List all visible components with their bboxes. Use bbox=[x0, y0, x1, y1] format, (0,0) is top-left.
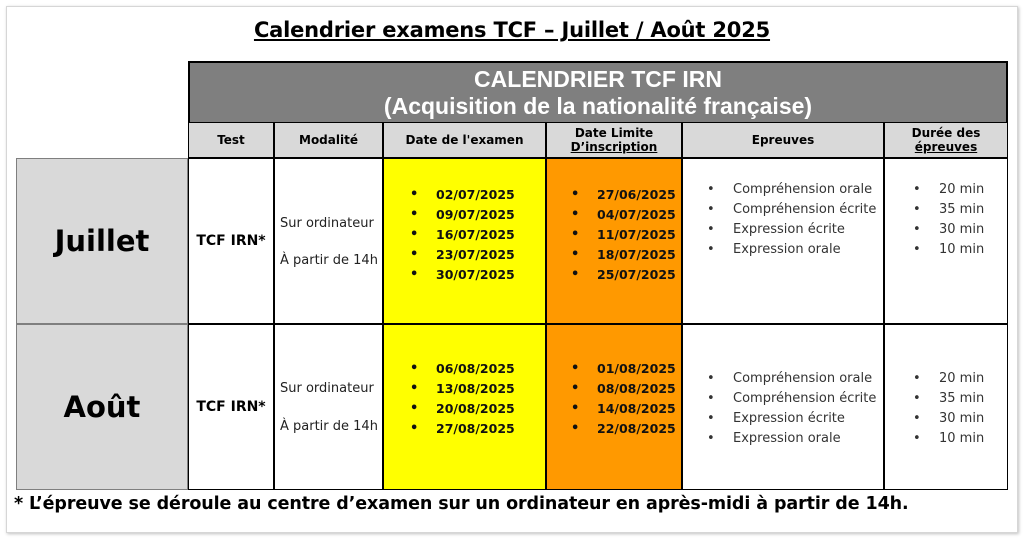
exam-dates-list bbox=[410, 185, 515, 285]
header-duree bbox=[884, 122, 1008, 158]
footnote: * L’épreuve se déroule au centre d’examen sur un ordinateur en après-midi à partir de 14h. bbox=[14, 494, 909, 514]
list-item: • 13/08/2025 bbox=[410, 379, 515, 399]
deadlines-cell bbox=[546, 158, 682, 324]
month-label-juillet: Juillet bbox=[16, 158, 188, 324]
banner-subtitle: (Acquisition de la nationalité française) bbox=[383, 93, 813, 119]
exam-dates-list bbox=[410, 359, 515, 439]
epreuves-list bbox=[707, 369, 876, 449]
modalite-cell bbox=[274, 158, 383, 324]
list-item: • Compréhension écrite bbox=[707, 389, 876, 409]
month-label-aout: Août bbox=[16, 324, 188, 490]
list-item: • 30 min bbox=[913, 220, 984, 240]
list-item: • 20/08/2025 bbox=[410, 399, 515, 419]
list-item: • 06/08/2025 bbox=[410, 359, 515, 379]
deadlines-list bbox=[571, 359, 676, 439]
list-item: • 20 min bbox=[913, 369, 984, 389]
list-item: • 02/07/2025 bbox=[410, 185, 515, 205]
list-item: • 08/08/2025 bbox=[571, 379, 676, 399]
list-item: • 14/08/2025 bbox=[571, 399, 676, 419]
header-test: Test bbox=[188, 122, 274, 158]
epreuves-cell bbox=[682, 324, 884, 490]
list-item: • 10 min bbox=[913, 429, 984, 449]
list-item: • 30/07/2025 bbox=[410, 265, 515, 285]
list-item: • 35 min bbox=[913, 389, 984, 409]
durees-list bbox=[913, 369, 984, 449]
page-title: Calendrier examens TCF – Juillet / Août 2025 bbox=[253, 18, 771, 42]
exam-dates-cell bbox=[383, 158, 546, 324]
list-item: • Expression écrite bbox=[707, 220, 876, 240]
test-name: TCF IRN* bbox=[188, 324, 274, 490]
list-item: • 23/07/2025 bbox=[410, 245, 515, 265]
list-item: • 16/07/2025 bbox=[410, 225, 515, 245]
modalite-line1: Sur ordinateur bbox=[280, 381, 374, 396]
header-modalite: Modalité bbox=[274, 122, 383, 158]
list-item: • 10 min bbox=[913, 240, 984, 260]
list-item: • 01/08/2025 bbox=[571, 359, 676, 379]
list-item: • Compréhension orale bbox=[707, 369, 876, 389]
list-item: • 11/07/2025 bbox=[571, 225, 676, 245]
list-item: • Compréhension écrite bbox=[707, 200, 876, 220]
list-item: • 18/07/2025 bbox=[571, 245, 676, 265]
durees-cell bbox=[884, 324, 1008, 490]
durees-list bbox=[913, 180, 984, 260]
modalite-line2: À partir de 14h bbox=[280, 253, 378, 268]
test-name: TCF IRN* bbox=[188, 158, 274, 324]
modalite-cell bbox=[274, 324, 383, 490]
header-date-limite bbox=[546, 122, 682, 158]
exam-dates-cell bbox=[383, 324, 546, 490]
list-item: • 22/08/2025 bbox=[571, 419, 676, 439]
deadlines-cell bbox=[546, 324, 682, 490]
modalite-line2: À partir de 14h bbox=[280, 419, 378, 434]
list-item: • 27/08/2025 bbox=[410, 419, 515, 439]
list-item: • Expression orale bbox=[707, 429, 876, 449]
epreuves-list bbox=[707, 180, 876, 260]
list-item: • 04/07/2025 bbox=[571, 205, 676, 225]
list-item: • 30 min bbox=[913, 409, 984, 429]
list-item: • Expression écrite bbox=[707, 409, 876, 429]
list-item: • 35 min bbox=[913, 200, 984, 220]
header-epreuves: Epreuves bbox=[682, 122, 884, 158]
header-duree-line1: Durée des bbox=[911, 126, 981, 140]
header-date-examen: Date de l'examen bbox=[383, 122, 546, 158]
list-item: • 20 min bbox=[913, 180, 984, 200]
banner-title: CALENDRIER TCF IRN bbox=[474, 66, 722, 92]
modalite-line1: Sur ordinateur bbox=[280, 216, 374, 231]
durees-cell bbox=[884, 158, 1008, 324]
header-date-limite-line1: Date Limite bbox=[574, 126, 654, 140]
header-duree-line2: épreuves bbox=[914, 140, 978, 154]
list-item: • Compréhension orale bbox=[707, 180, 876, 200]
deadlines-list bbox=[571, 185, 676, 285]
header-date-limite-line2: D’inscription bbox=[570, 140, 658, 154]
list-item: • 09/07/2025 bbox=[410, 205, 515, 225]
list-item: • 27/06/2025 bbox=[571, 185, 676, 205]
epreuves-cell bbox=[682, 158, 884, 324]
table-banner bbox=[188, 61, 1008, 122]
list-item: • 25/07/2025 bbox=[571, 265, 676, 285]
list-item: • Expression orale bbox=[707, 240, 876, 260]
